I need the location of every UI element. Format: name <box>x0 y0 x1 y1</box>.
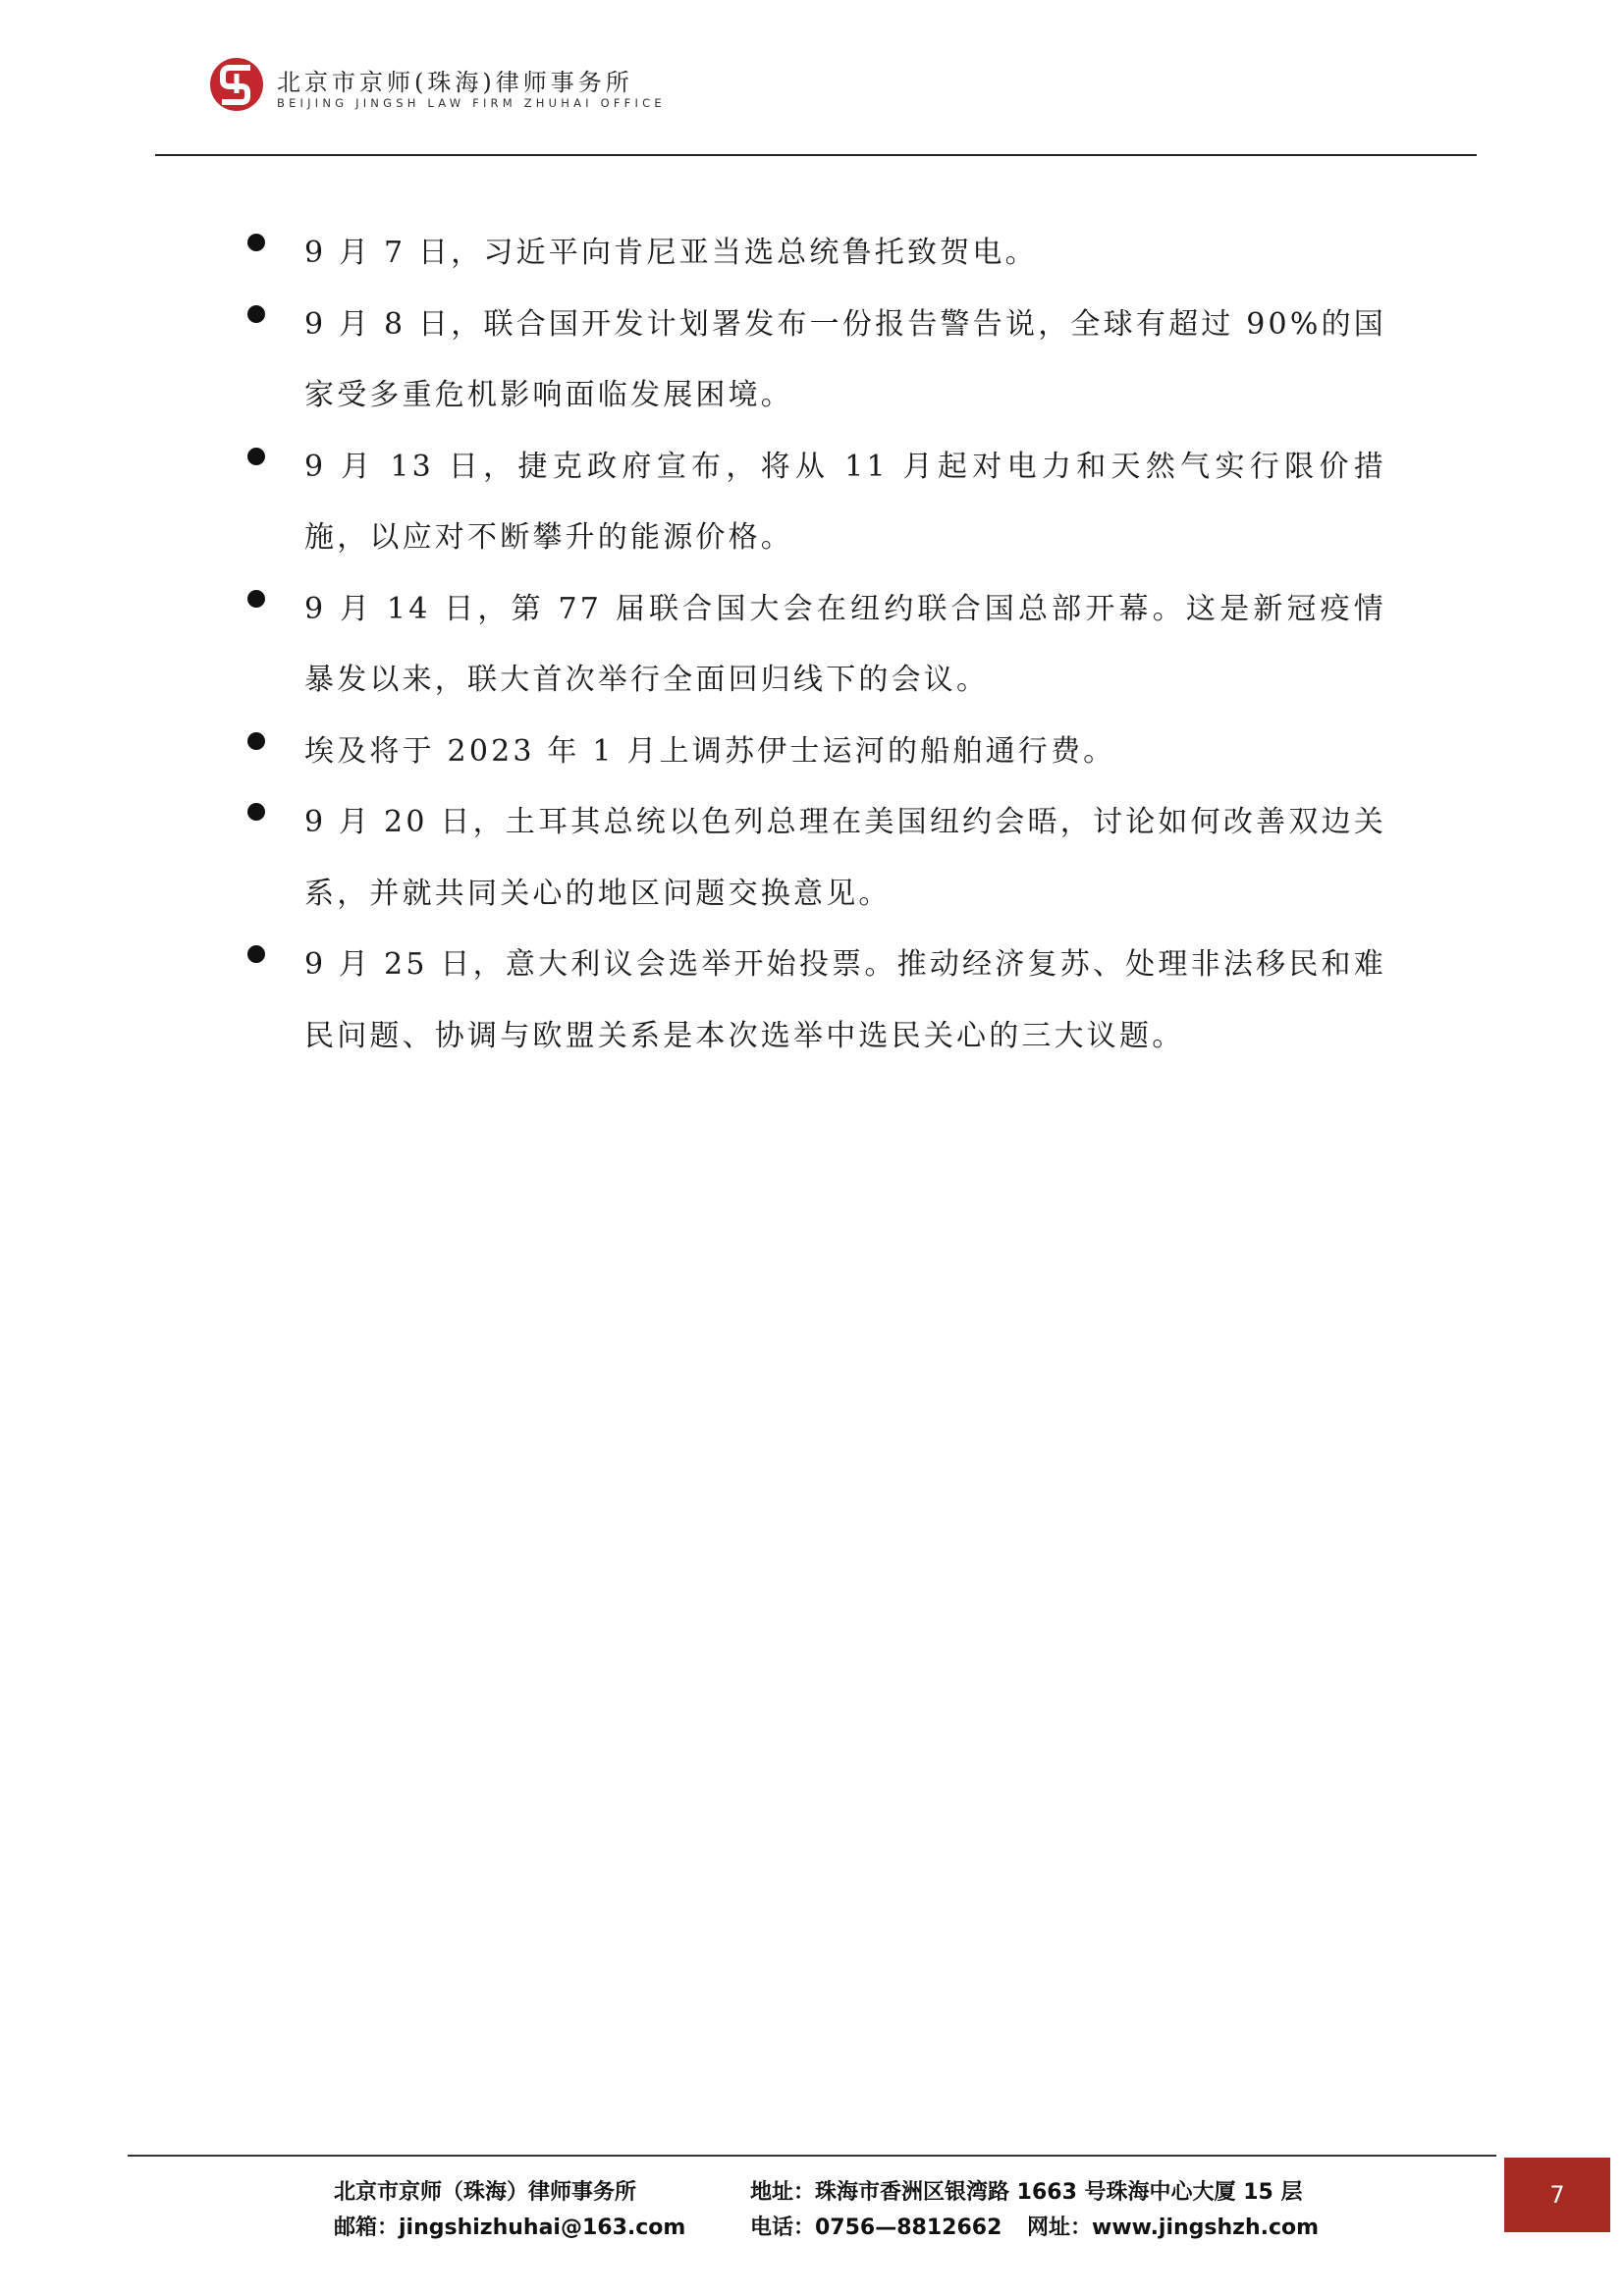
firm-name-en: BEIJING JINGSH LAW FIRM ZHUHAI OFFICE <box>277 96 666 110</box>
list-item <box>247 218 1386 290</box>
bullet-icon <box>247 945 265 963</box>
list-item-text: 9 月 25 日，意大利议会选举开始投票。推动经济复苏、处理非法移民和难民问题、协调与欧盟关系是本次选举中选民关心的三大议题。 <box>304 947 1386 1053</box>
bullet-icon <box>247 732 265 750</box>
list-item <box>247 574 1386 717</box>
footer-firm-name: 北京市京师（珠海）律师事务所 <box>334 2180 637 2205</box>
list-item-text: 9 月 7 日，习近平向肯尼亚当选总统鲁托致贺电。 <box>304 236 1038 270</box>
footer-phone: 电话：0756—8812662 <box>750 2216 1002 2240</box>
bullet-icon <box>247 448 265 465</box>
page-header <box>0 0 1624 157</box>
footer-email: 邮箱：jingshizhuhai@163.com <box>334 2216 686 2240</box>
jingsh-logo-icon <box>208 54 265 115</box>
list-item-text: 9 月 14 日，第 77 届联合国大会在纽约联合国总部开幕。这是新冠疫情暴发以来，联大首次举行全面回归线下的会议。 <box>304 591 1386 697</box>
news-bullet-list <box>247 218 1386 1072</box>
list-item <box>247 432 1386 574</box>
footer-divider <box>128 2155 1496 2157</box>
list-item <box>247 930 1386 1072</box>
list-item <box>247 717 1386 788</box>
list-item <box>247 787 1386 930</box>
page-number: 7 <box>1504 2158 1610 2232</box>
bullet-icon <box>247 234 265 251</box>
header-divider <box>155 154 1477 156</box>
list-item-text: 9 月 8 日，联合国开发计划署发布一份报告警告说，全球有超过 90%的国家受多重危机影响面临发展困境。 <box>304 306 1386 412</box>
list-item <box>247 290 1386 432</box>
firm-name-cn: 北京市京师(珠海)律师事务所 <box>277 69 633 96</box>
bullet-icon <box>247 590 265 608</box>
footer-website: 网址：www.jingshzh.com <box>1027 2216 1320 2240</box>
list-item-text: 埃及将于 2023 年 1 月上调苏伊士运河的船舶通行费。 <box>304 733 1116 769</box>
list-item-text: 9 月 13 日，捷克政府宣布，将从 11 月起对电力和天然气实行限价措施，以应对不断攀升的能源价格。 <box>304 449 1386 555</box>
list-item-text: 9 月 20 日，土耳其总统以色列总理在美国纽约会晤，讨论如何改善双边关系，并就共同关心的地区问题交换意见。 <box>304 805 1386 911</box>
bullet-icon <box>247 305 265 323</box>
footer-address: 地址：珠海市香洲区银湾路 1663 号珠海中心大厦 15 层 <box>750 2180 1303 2205</box>
page-footer <box>0 2160 1624 2296</box>
bullet-icon <box>247 803 265 821</box>
